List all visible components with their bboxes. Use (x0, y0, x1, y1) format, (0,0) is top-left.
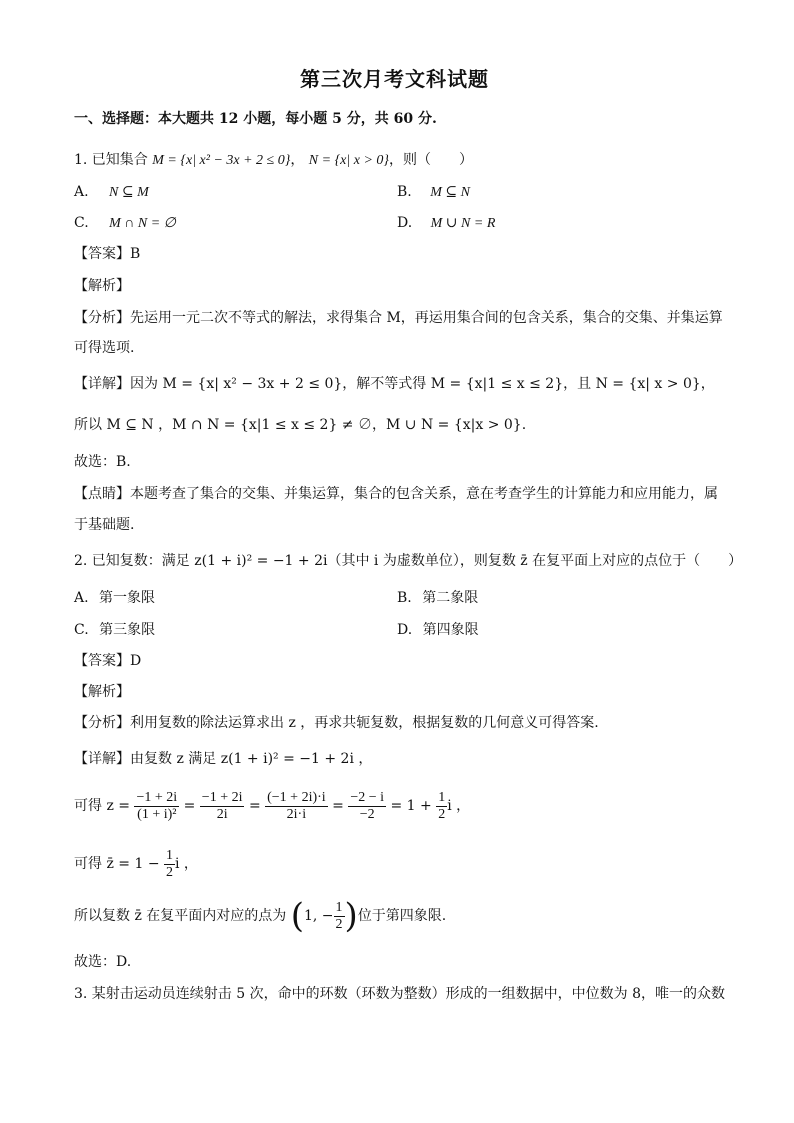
fraction-denominator: 2 (335, 916, 343, 932)
option-text: 第二象限 (422, 590, 479, 606)
q1-option-a (74, 183, 149, 202)
fraction-denominator: −2 (359, 806, 375, 822)
fraction-denominator: 2i·i (286, 806, 307, 822)
fraction (348, 790, 386, 823)
q2-choose: 故选：D. (74, 954, 132, 970)
point-x: 1, − (304, 908, 334, 924)
q2-option-c (74, 621, 155, 639)
option-expr: M ∪ N = R (430, 216, 496, 231)
q1-comma: ， (290, 152, 305, 168)
fraction-numerator: 1 (335, 899, 343, 915)
q2-analysis-tag: 【解析】 (74, 684, 130, 700)
q1-stem-suffix: ，则（ ） (389, 152, 474, 168)
q3-stem: 3. 某射击运动员连续射击 5 次，命中的环数（环数为整数）形成的一组数据中，中位数为 8，唯一的众数 (74, 986, 725, 1002)
q1-choose: 故选：B. (74, 454, 131, 470)
fraction-numerator: 1 (166, 847, 173, 863)
q2-detail1: 【详解】由复数 z 满足 z(1 + i)² = −1 + 2i ， (74, 751, 373, 767)
option-expr: N ⊆ M (109, 185, 149, 200)
option-label: D. (397, 215, 413, 231)
section-heading: 一、选择题：本大题共 12 小题，每小题 5 分，共 60 分. (74, 111, 437, 127)
option-label: B. (397, 590, 412, 606)
equals: = (332, 798, 344, 814)
q1-detail-line2: 所以 M ⊆ N ，M ∩ N = {x|1 ≤ x ≤ 2} ≠ ∅，M ∪ N = {x|x > 0}. (74, 417, 527, 433)
option-label: C. (74, 622, 89, 638)
q2-detail4-suffix: 位于第四象限. (357, 908, 447, 924)
q1-comment-line2: 于基础题. (74, 517, 135, 533)
left-paren: ( (290, 896, 304, 936)
q2-detail4 (74, 896, 446, 936)
q1-fenxi-line1: 【分析】先运用一元二次不等式的解法，求得集合 M，再运用集合间的包含关系，集合的交集、并集运算 (74, 310, 723, 326)
right-paren: ) (344, 896, 358, 936)
q1-analysis-tag: 【解析】 (74, 278, 130, 294)
option-label: A. (74, 184, 89, 200)
fraction-denominator: 2 (438, 806, 446, 822)
fraction-denominator: (1 + i)² (137, 806, 177, 822)
q1-answer: 【答案】B (74, 246, 141, 262)
page-title: 第三次月考文科试题 (300, 67, 489, 91)
q2-detail3-prefix: 可得 z̄ = 1 − (74, 856, 160, 872)
q1-detail-line1: 【详解】因为 M = {x| x² − 3x + 2 ≤ 0}，解不等式得 M = {x|1 ≤ x ≤ 2}，且 N = {x| x > 0}， (74, 376, 715, 392)
q1-stem-prefix: 1. 已知集合 (74, 152, 148, 168)
q1-stem (74, 151, 473, 170)
equals: = (390, 798, 403, 814)
fraction (265, 790, 328, 823)
fraction (200, 790, 245, 823)
q2-option-d (397, 621, 479, 639)
q1-option-b (397, 183, 470, 202)
q2-detail4-prefix: 所以复数 z̄ 在复平面内对应的点为 (74, 908, 287, 924)
option-expr: M ⊆ N (430, 185, 470, 200)
fraction-numerator: −1 + 2i (136, 789, 178, 805)
q1-comment-line1: 【点睛】本题考查了集合的交集、并集运算，集合的包含关系，意在考查学生的计算能力和应用能力，属 (74, 486, 718, 502)
q1-set-n: N = {x| x > 0} (308, 153, 390, 168)
q2-detail2-prefix: 可得 z = (74, 798, 131, 814)
q1-option-c (74, 214, 176, 233)
fraction (334, 900, 345, 933)
q2-answer: 【答案】D (74, 653, 142, 669)
q1-set-m: M = {x| x² − 3x + 2 ≤ 0} (152, 153, 291, 168)
fraction-numerator: (−1 + 2i)·i (267, 789, 326, 805)
option-text: 第四象限 (422, 622, 479, 638)
q2-fenxi: 【分析】利用复数的除法运算求出 z ，再求共轭复数，根据复数的几何意义可得答案. (74, 715, 599, 731)
equals: = (183, 798, 196, 814)
q2-option-b (397, 589, 478, 607)
q2-option-a (74, 589, 155, 607)
i-comma: i ， (175, 856, 198, 872)
fraction-numerator: 1 (438, 789, 446, 805)
fraction-denominator: 2i (216, 806, 228, 822)
q2-detail2 (74, 788, 470, 824)
option-expr: M ∩ N = ∅ (109, 216, 176, 231)
fraction (436, 790, 447, 823)
one-plus: 1 + (406, 798, 432, 814)
fraction (164, 848, 175, 881)
option-label: A. (74, 590, 89, 606)
q1-fenxi-line2: 可得选项. (74, 340, 135, 356)
fraction-numerator: −2 − i (350, 789, 385, 805)
option-text: 第一象限 (99, 590, 156, 606)
option-label: C. (74, 215, 89, 231)
q2-detail3 (74, 846, 198, 882)
fraction (134, 790, 179, 823)
i-comma: i ， (447, 798, 471, 814)
equals: = (248, 798, 261, 814)
q1-option-d (397, 214, 495, 233)
fraction-numerator: −1 + 2i (201, 789, 243, 805)
option-label: D. (397, 622, 413, 638)
option-text: 第三象限 (99, 622, 156, 638)
q2-stem: 2. 已知复数：满足 z(1 + i)² = −1 + 2i（其中 i 为虚数单位），则复数 z̄ 在复平面上对应的点位于（ ） (74, 553, 743, 569)
fraction-denominator: 2 (166, 864, 173, 880)
option-label: B. (397, 184, 412, 200)
